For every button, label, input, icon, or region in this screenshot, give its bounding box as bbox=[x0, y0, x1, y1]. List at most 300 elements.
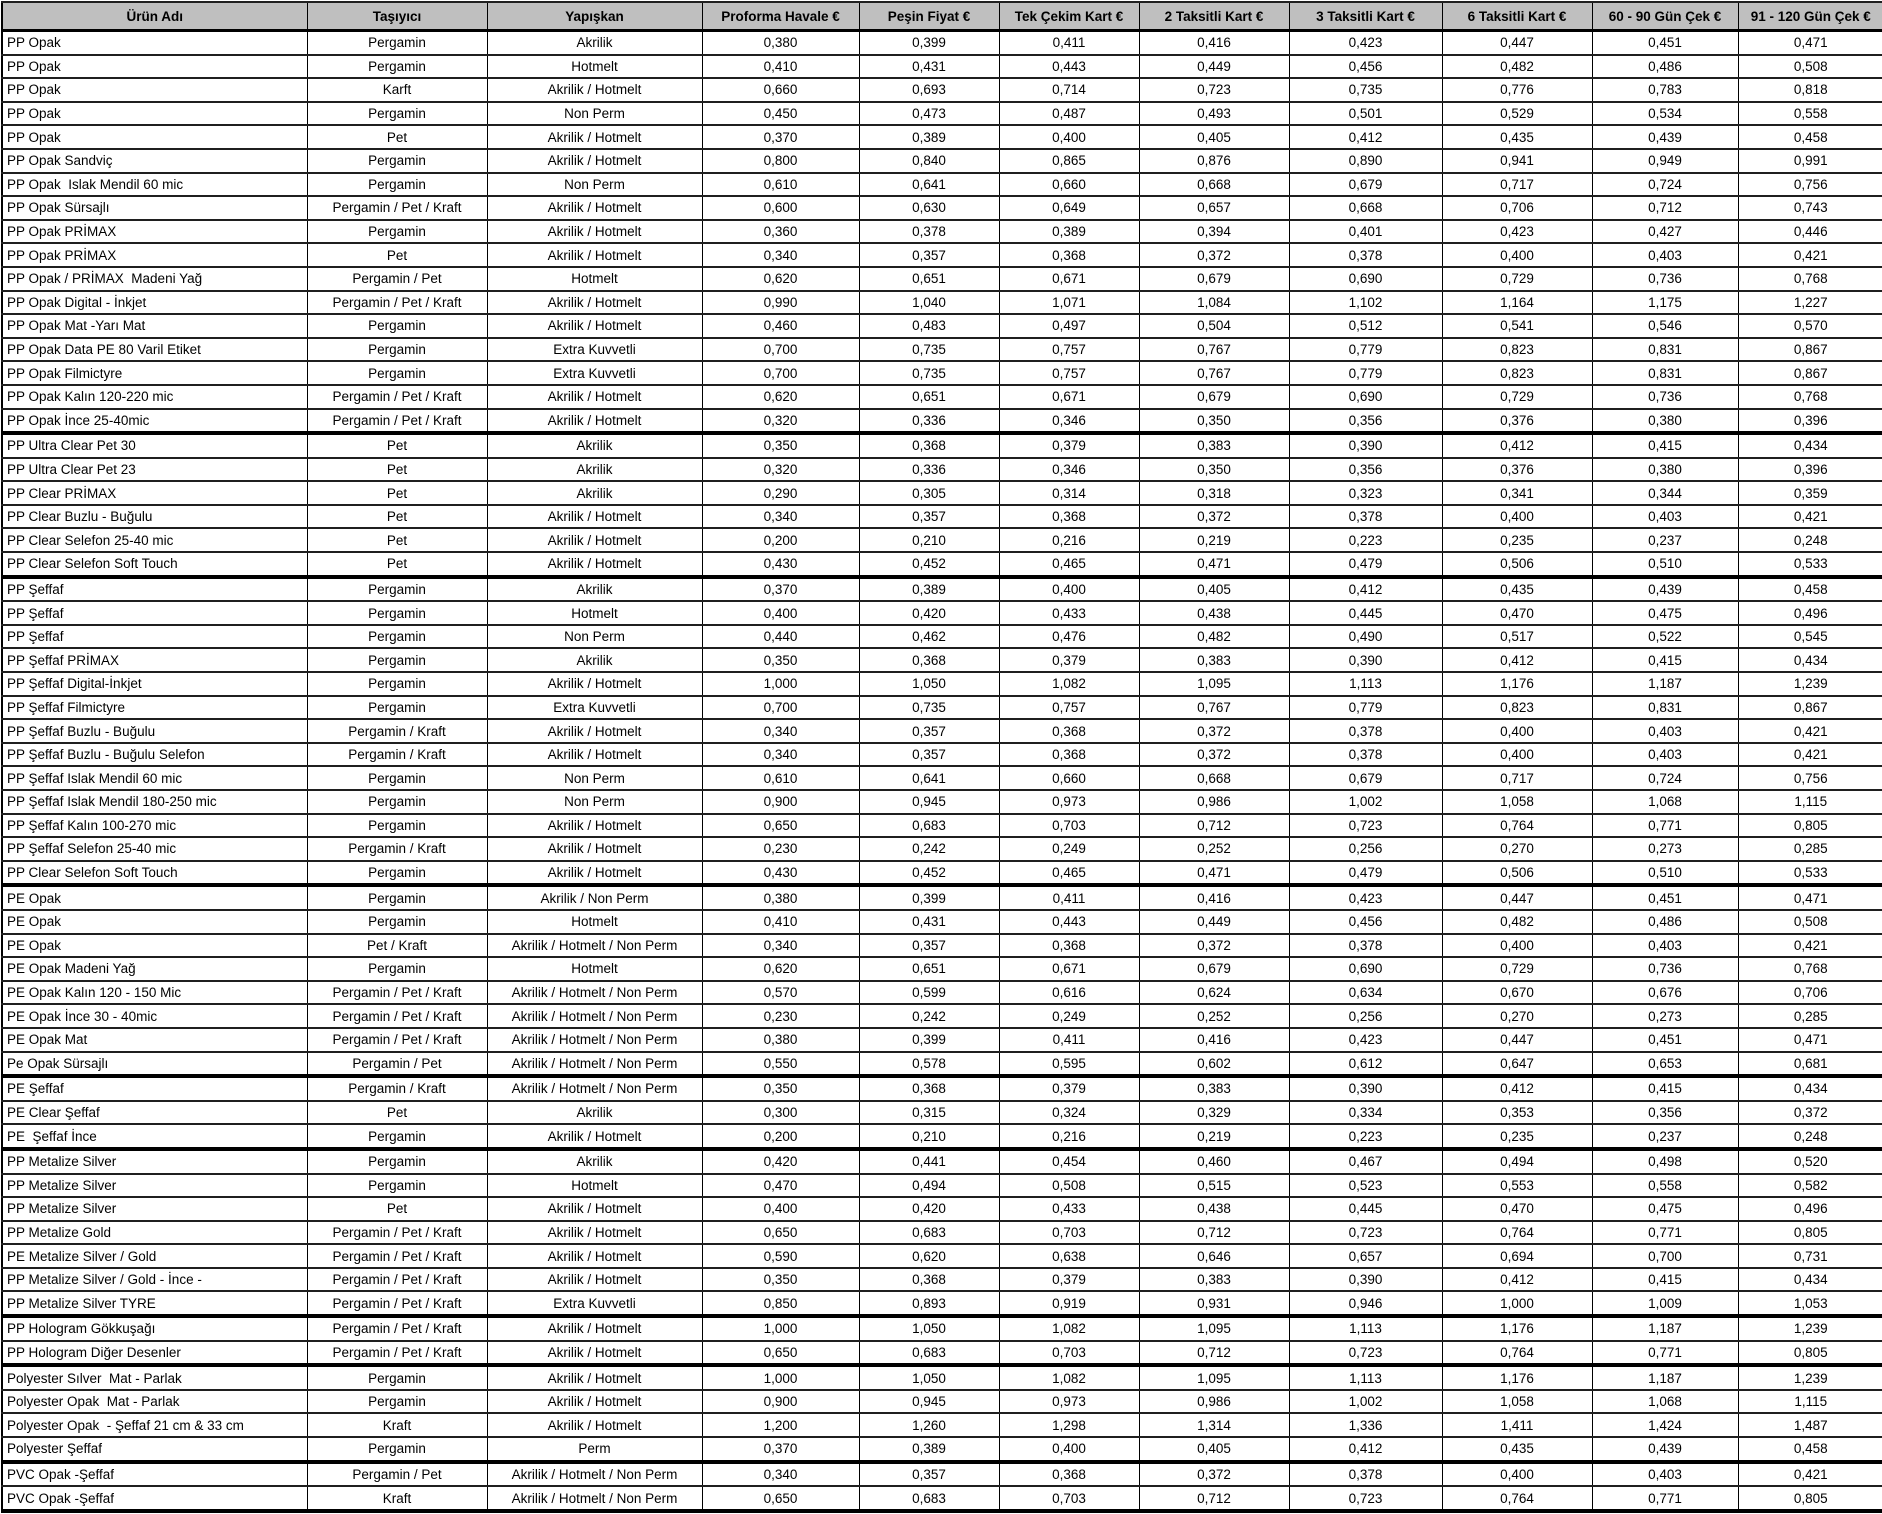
price-cell: 0,270 bbox=[1442, 1004, 1592, 1028]
price-cell: 0,350 bbox=[1139, 409, 1289, 434]
adhesive-cell: Akrilik / Hotmelt / Non Perm bbox=[487, 1028, 702, 1052]
product-name-cell: Polyester Şeffaf bbox=[2, 1437, 307, 1462]
price-cell: 0,416 bbox=[1139, 885, 1289, 910]
product-name-cell: PP Opak bbox=[2, 78, 307, 102]
table-row bbox=[2, 314, 1882, 338]
price-cell: 0,712 bbox=[1139, 1486, 1289, 1511]
price-cell: 0,420 bbox=[859, 1197, 999, 1221]
price-cell: 0,318 bbox=[1139, 481, 1289, 505]
price-cell: 0,471 bbox=[1139, 552, 1289, 577]
table-row bbox=[2, 1124, 1882, 1149]
carrier-cell: Pergamin bbox=[307, 173, 487, 197]
price-cell: 0,412 bbox=[1289, 577, 1442, 602]
product-name-cell: PP Clear Selefon Soft Touch bbox=[2, 861, 307, 886]
price-cell: 0,657 bbox=[1139, 196, 1289, 220]
price-cell: 0,764 bbox=[1442, 1486, 1592, 1511]
table-row bbox=[2, 409, 1882, 434]
price-cell: 0,305 bbox=[859, 481, 999, 505]
price-cell: 0,383 bbox=[1139, 433, 1289, 458]
price-cell: 0,945 bbox=[859, 1390, 999, 1414]
price-cell: 0,350 bbox=[702, 648, 859, 672]
price-cell: 0,735 bbox=[1289, 78, 1442, 102]
price-cell: 0,359 bbox=[1738, 481, 1882, 505]
table-row bbox=[2, 291, 1882, 315]
price-cell: 0,443 bbox=[999, 55, 1139, 79]
price-cell: 0,248 bbox=[1738, 1124, 1882, 1149]
price-cell: 1,176 bbox=[1442, 672, 1592, 696]
price-cell: 0,379 bbox=[999, 433, 1139, 458]
product-name-cell: PE Şeffaf bbox=[2, 1076, 307, 1101]
price-cell: 0,390 bbox=[1289, 648, 1442, 672]
adhesive-cell: Hotmelt bbox=[487, 957, 702, 981]
price-cell: 0,600 bbox=[702, 196, 859, 220]
price-cell: 0,729 bbox=[1442, 957, 1592, 981]
price-cell: 0,378 bbox=[1289, 743, 1442, 767]
product-name-cell: PP Metalize Silver bbox=[2, 1197, 307, 1221]
price-cell: 0,368 bbox=[859, 648, 999, 672]
price-cell: 0,410 bbox=[702, 55, 859, 79]
price-cell: 0,700 bbox=[702, 696, 859, 720]
price-cell: 0,403 bbox=[1592, 719, 1738, 743]
price-cell: 0,504 bbox=[1139, 314, 1289, 338]
price-cell: 1,164 bbox=[1442, 291, 1592, 315]
carrier-cell: Pergamin bbox=[307, 885, 487, 910]
adhesive-cell: Akrilik / Hotmelt bbox=[487, 505, 702, 529]
price-cell: 0,378 bbox=[1289, 1462, 1442, 1487]
carrier-cell: Pergamin bbox=[307, 1390, 487, 1414]
price-cell: 0,400 bbox=[1442, 505, 1592, 529]
price-cell: 0,482 bbox=[1442, 910, 1592, 934]
price-cell: 0,486 bbox=[1592, 55, 1738, 79]
price-cell: 0,610 bbox=[702, 766, 859, 790]
price-cell: 0,865 bbox=[999, 149, 1139, 173]
price-cell: 0,357 bbox=[859, 1462, 999, 1487]
adhesive-cell: Akrilik / Non Perm bbox=[487, 885, 702, 910]
product-name-cell: PP Şeffaf Islak Mendil 180-250 mic bbox=[2, 790, 307, 814]
price-cell: 0,396 bbox=[1738, 458, 1882, 482]
price-cell: 0,651 bbox=[859, 957, 999, 981]
price-cell: 0,690 bbox=[1289, 267, 1442, 291]
table-row bbox=[2, 361, 1882, 385]
price-cell: 0,558 bbox=[1592, 1174, 1738, 1198]
price-cell: 0,679 bbox=[1139, 957, 1289, 981]
adhesive-cell: Non Perm bbox=[487, 102, 702, 126]
price-cell: 1,113 bbox=[1289, 1365, 1442, 1390]
carrier-cell: Pergamin / Pet / Kraft bbox=[307, 409, 487, 434]
product-name-cell: PP Opak / PRİMAX Madeni Yağ bbox=[2, 267, 307, 291]
price-cell: 0,729 bbox=[1442, 267, 1592, 291]
adhesive-cell: Akrilik / Hotmelt / Non Perm bbox=[487, 934, 702, 958]
price-cell: 0,356 bbox=[1289, 458, 1442, 482]
price-cell: 0,823 bbox=[1442, 338, 1592, 362]
product-name-cell: PP Opak PRİMAX bbox=[2, 243, 307, 267]
price-table bbox=[1, 1, 1882, 1513]
price-cell: 0,771 bbox=[1592, 1341, 1738, 1366]
carrier-cell: Pergamin bbox=[307, 149, 487, 173]
price-cell: 0,475 bbox=[1592, 601, 1738, 625]
price-cell: 0,336 bbox=[859, 409, 999, 434]
price-cell: 0,235 bbox=[1442, 528, 1592, 552]
price-cell: 0,383 bbox=[1139, 1076, 1289, 1101]
table-row bbox=[2, 1341, 1882, 1366]
product-name-cell: PP Opak Islak Mendil 60 mic bbox=[2, 173, 307, 197]
price-cell: 0,420 bbox=[859, 601, 999, 625]
price-cell: 1,176 bbox=[1442, 1365, 1592, 1390]
table-row bbox=[2, 766, 1882, 790]
price-cell: 0,415 bbox=[1592, 433, 1738, 458]
price-cell: 0,533 bbox=[1738, 861, 1882, 886]
carrier-cell: Pergamin bbox=[307, 31, 487, 55]
price-cell: 0,400 bbox=[999, 1437, 1139, 1462]
price-cell: 0,434 bbox=[1738, 1076, 1882, 1101]
price-cell: 0,867 bbox=[1738, 361, 1882, 385]
price-cell: 0,440 bbox=[702, 625, 859, 649]
adhesive-cell: Akrilik / Hotmelt bbox=[487, 552, 702, 577]
price-cell: 0,200 bbox=[702, 1124, 859, 1149]
price-cell: 1,239 bbox=[1738, 1316, 1882, 1341]
carrier-cell: Pergamin bbox=[307, 220, 487, 244]
price-cell: 0,290 bbox=[702, 481, 859, 505]
price-cell: 0,378 bbox=[1289, 719, 1442, 743]
price-cell: 1,336 bbox=[1289, 1413, 1442, 1437]
product-name-cell: Polyester Sılver Mat - Parlak bbox=[2, 1365, 307, 1390]
price-cell: 0,620 bbox=[859, 1244, 999, 1268]
price-cell: 0,624 bbox=[1139, 981, 1289, 1005]
price-cell: 0,252 bbox=[1139, 837, 1289, 861]
price-cell: 0,445 bbox=[1289, 1197, 1442, 1221]
price-cell: 0,723 bbox=[1139, 78, 1289, 102]
price-cell: 0,378 bbox=[859, 220, 999, 244]
price-cell: 0,400 bbox=[1442, 934, 1592, 958]
table-row bbox=[2, 1390, 1882, 1414]
price-cell: 0,237 bbox=[1592, 1124, 1738, 1149]
price-cell: 0,223 bbox=[1289, 1124, 1442, 1149]
price-cell: 0,340 bbox=[702, 1462, 859, 1487]
price-cell: 0,200 bbox=[702, 528, 859, 552]
price-cell: 0,449 bbox=[1139, 55, 1289, 79]
adhesive-cell: Non Perm bbox=[487, 790, 702, 814]
price-cell: 0,421 bbox=[1738, 743, 1882, 767]
price-cell: 1,187 bbox=[1592, 672, 1738, 696]
carrier-cell: Pergamin / Kraft bbox=[307, 1076, 487, 1101]
price-cell: 0,620 bbox=[702, 267, 859, 291]
product-name-cell: PP Opak bbox=[2, 102, 307, 126]
carrier-cell: Pergamin bbox=[307, 102, 487, 126]
column-header: Yapışkan bbox=[487, 2, 702, 31]
adhesive-cell: Hotmelt bbox=[487, 910, 702, 934]
carrier-cell: Pet bbox=[307, 552, 487, 577]
price-cell: 0,805 bbox=[1738, 1221, 1882, 1245]
price-cell: 0,641 bbox=[859, 173, 999, 197]
price-cell: 0,986 bbox=[1139, 790, 1289, 814]
price-cell: 0,651 bbox=[859, 267, 999, 291]
price-cell: 0,389 bbox=[859, 577, 999, 602]
adhesive-cell: Akrilik / Hotmelt bbox=[487, 1197, 702, 1221]
price-cell: 0,372 bbox=[1139, 934, 1289, 958]
price-cell: 0,400 bbox=[999, 125, 1139, 149]
price-cell: 0,717 bbox=[1442, 173, 1592, 197]
product-name-cell: PE Opak Madeni Yağ bbox=[2, 957, 307, 981]
price-cell: 0,736 bbox=[1592, 957, 1738, 981]
product-name-cell: PE Opak bbox=[2, 885, 307, 910]
price-cell: 0,476 bbox=[999, 625, 1139, 649]
price-cell: 0,412 bbox=[1442, 433, 1592, 458]
price-cell: 1,084 bbox=[1139, 291, 1289, 315]
price-cell: 0,471 bbox=[1139, 861, 1289, 886]
price-cell: 0,248 bbox=[1738, 528, 1882, 552]
adhesive-cell: Akrilik / Hotmelt bbox=[487, 125, 702, 149]
price-cell: 0,380 bbox=[1592, 458, 1738, 482]
adhesive-cell: Akrilik / Hotmelt bbox=[487, 314, 702, 338]
price-cell: 0,900 bbox=[702, 1390, 859, 1414]
carrier-cell: Pergamin / Pet / Kraft bbox=[307, 1291, 487, 1316]
product-name-cell: PP Opak İnce 25-40mic bbox=[2, 409, 307, 434]
price-cell: 0,671 bbox=[999, 385, 1139, 409]
price-cell: 1,260 bbox=[859, 1413, 999, 1437]
price-cell: 0,439 bbox=[1592, 125, 1738, 149]
price-cell: 0,650 bbox=[702, 1341, 859, 1366]
price-cell: 0,679 bbox=[1139, 385, 1289, 409]
price-cell: 0,452 bbox=[859, 552, 999, 577]
product-name-cell: PP Opak bbox=[2, 125, 307, 149]
price-cell: 0,650 bbox=[702, 1486, 859, 1511]
price-cell: 0,405 bbox=[1139, 1437, 1289, 1462]
price-cell: 1,487 bbox=[1738, 1413, 1882, 1437]
carrier-cell: Pergamin bbox=[307, 338, 487, 362]
price-cell: 0,805 bbox=[1738, 814, 1882, 838]
price-cell: 0,438 bbox=[1139, 601, 1289, 625]
price-cell: 0,724 bbox=[1592, 173, 1738, 197]
price-cell: 0,620 bbox=[702, 957, 859, 981]
price-cell: 0,340 bbox=[702, 243, 859, 267]
carrier-cell: Pergamin bbox=[307, 1365, 487, 1390]
table-row bbox=[2, 743, 1882, 767]
price-cell: 0,831 bbox=[1592, 338, 1738, 362]
price-cell: 0,767 bbox=[1139, 361, 1289, 385]
price-cell: 0,210 bbox=[859, 528, 999, 552]
product-name-cell: PP Opak bbox=[2, 31, 307, 55]
adhesive-cell: Akrilik / Hotmelt bbox=[487, 743, 702, 767]
price-cell: 1,058 bbox=[1442, 790, 1592, 814]
price-cell: 0,300 bbox=[702, 1101, 859, 1125]
price-cell: 0,783 bbox=[1592, 78, 1738, 102]
carrier-cell: Pergamin / Pet / Kraft bbox=[307, 196, 487, 220]
price-cell: 0,756 bbox=[1738, 766, 1882, 790]
price-cell: 0,372 bbox=[1139, 243, 1289, 267]
price-cell: 0,650 bbox=[702, 1221, 859, 1245]
carrier-cell: Pergamin bbox=[307, 648, 487, 672]
price-cell: 0,403 bbox=[1592, 505, 1738, 529]
adhesive-cell: Non Perm bbox=[487, 766, 702, 790]
price-cell: 0,546 bbox=[1592, 314, 1738, 338]
price-cell: 0,433 bbox=[999, 1197, 1139, 1221]
price-cell: 0,657 bbox=[1289, 1244, 1442, 1268]
price-cell: 0,570 bbox=[702, 981, 859, 1005]
price-cell: 0,446 bbox=[1738, 220, 1882, 244]
adhesive-cell: Extra Kuvvetli bbox=[487, 696, 702, 720]
price-cell: 0,620 bbox=[702, 385, 859, 409]
price-cell: 1,227 bbox=[1738, 291, 1882, 315]
carrier-cell: Kraft bbox=[307, 1413, 487, 1437]
price-cell: 0,919 bbox=[999, 1291, 1139, 1316]
carrier-cell: Pergamin / Kraft bbox=[307, 837, 487, 861]
price-cell: 0,412 bbox=[1442, 1076, 1592, 1101]
price-cell: 0,357 bbox=[859, 934, 999, 958]
price-cell: 0,273 bbox=[1592, 837, 1738, 861]
price-cell: 0,506 bbox=[1442, 861, 1592, 886]
price-cell: 0,756 bbox=[1738, 173, 1882, 197]
price-cell: 0,410 bbox=[702, 910, 859, 934]
price-cell: 0,764 bbox=[1442, 1341, 1592, 1366]
table-row bbox=[2, 1076, 1882, 1101]
table-row bbox=[2, 458, 1882, 482]
price-cell: 0,383 bbox=[1139, 1268, 1289, 1292]
product-name-cell: PP Clear PRİMAX bbox=[2, 481, 307, 505]
price-cell: 0,230 bbox=[702, 1004, 859, 1028]
adhesive-cell: Akrilik / Hotmelt / Non Perm bbox=[487, 981, 702, 1005]
product-name-cell: PP Metalize Silver TYRE bbox=[2, 1291, 307, 1316]
price-cell: 0,616 bbox=[999, 981, 1139, 1005]
adhesive-cell: Akrilik bbox=[487, 31, 702, 55]
price-cell: 0,634 bbox=[1289, 981, 1442, 1005]
price-cell: 0,372 bbox=[1139, 505, 1289, 529]
price-cell: 1,000 bbox=[1442, 1291, 1592, 1316]
product-name-cell: PP Metalize Silver / Gold - İnce - bbox=[2, 1268, 307, 1292]
price-cell: 0,370 bbox=[702, 125, 859, 149]
price-cell: 0,323 bbox=[1289, 481, 1442, 505]
price-cell: 0,368 bbox=[999, 1462, 1139, 1487]
table-row bbox=[2, 696, 1882, 720]
price-cell: 0,612 bbox=[1289, 1052, 1442, 1077]
price-cell: 0,379 bbox=[999, 1268, 1139, 1292]
price-cell: 0,690 bbox=[1289, 957, 1442, 981]
column-header: 3 Taksitli Kart € bbox=[1289, 2, 1442, 31]
price-cell: 0,717 bbox=[1442, 766, 1592, 790]
price-cell: 0,533 bbox=[1738, 552, 1882, 577]
price-cell: 0,344 bbox=[1592, 481, 1738, 505]
price-cell: 0,723 bbox=[1289, 814, 1442, 838]
adhesive-cell: Akrilik / Hotmelt bbox=[487, 1316, 702, 1341]
price-cell: 0,508 bbox=[1738, 910, 1882, 934]
adhesive-cell: Akrilik bbox=[487, 577, 702, 602]
carrier-cell: Pergamin / Pet / Kraft bbox=[307, 1028, 487, 1052]
product-name-cell: Polyester Opak Mat - Parlak bbox=[2, 1390, 307, 1414]
price-cell: 0,515 bbox=[1139, 1174, 1289, 1198]
price-cell: 1,411 bbox=[1442, 1413, 1592, 1437]
price-cell: 0,445 bbox=[1289, 601, 1442, 625]
price-cell: 0,541 bbox=[1442, 314, 1592, 338]
price-cell: 0,931 bbox=[1139, 1291, 1289, 1316]
price-cell: 0,219 bbox=[1139, 528, 1289, 552]
price-cell: 0,840 bbox=[859, 149, 999, 173]
product-name-cell: PP Ultra Clear Pet 30 bbox=[2, 433, 307, 458]
price-cell: 1,115 bbox=[1738, 790, 1882, 814]
price-cell: 0,380 bbox=[1592, 409, 1738, 434]
price-cell: 0,471 bbox=[1738, 1028, 1882, 1052]
price-cell: 0,400 bbox=[702, 601, 859, 625]
price-cell: 0,350 bbox=[1139, 458, 1289, 482]
price-cell: 1,058 bbox=[1442, 1390, 1592, 1414]
price-cell: 0,771 bbox=[1592, 1221, 1738, 1245]
adhesive-cell: Akrilik / Hotmelt bbox=[487, 1365, 702, 1390]
price-cell: 0,496 bbox=[1738, 601, 1882, 625]
price-cell: 0,368 bbox=[999, 505, 1139, 529]
price-cell: 0,506 bbox=[1442, 552, 1592, 577]
table-row bbox=[2, 790, 1882, 814]
table-row bbox=[2, 125, 1882, 149]
price-cell: 0,320 bbox=[702, 458, 859, 482]
table-row bbox=[2, 385, 1882, 409]
price-cell: 1,009 bbox=[1592, 1291, 1738, 1316]
price-cell: 0,482 bbox=[1442, 55, 1592, 79]
carrier-cell: Pergamin bbox=[307, 55, 487, 79]
price-cell: 0,647 bbox=[1442, 1052, 1592, 1077]
price-cell: 0,399 bbox=[859, 31, 999, 55]
product-name-cell: Polyester Opak - Şeffaf 21 cm & 33 cm bbox=[2, 1413, 307, 1437]
carrier-cell: Pet bbox=[307, 1101, 487, 1125]
table-row bbox=[2, 1291, 1882, 1316]
price-cell: 0,431 bbox=[859, 55, 999, 79]
price-cell: 0,216 bbox=[999, 528, 1139, 552]
price-cell: 0,223 bbox=[1289, 528, 1442, 552]
carrier-cell: Pergamin bbox=[307, 696, 487, 720]
price-cell: 0,683 bbox=[859, 1341, 999, 1366]
product-name-cell: PP Metalize Silver bbox=[2, 1149, 307, 1174]
column-header: Ürün Adı bbox=[2, 2, 307, 31]
price-cell: 0,340 bbox=[702, 719, 859, 743]
price-cell: 0,493 bbox=[1139, 102, 1289, 126]
price-cell: 0,378 bbox=[1289, 243, 1442, 267]
price-cell: 0,712 bbox=[1139, 1221, 1289, 1245]
price-cell: 0,494 bbox=[859, 1174, 999, 1198]
price-cell: 0,676 bbox=[1592, 981, 1738, 1005]
carrier-cell: Pet bbox=[307, 458, 487, 482]
carrier-cell: Pergamin / Pet / Kraft bbox=[307, 1316, 487, 1341]
price-cell: 0,380 bbox=[702, 885, 859, 910]
carrier-cell: Pet bbox=[307, 481, 487, 505]
price-cell: 0,735 bbox=[859, 696, 999, 720]
price-cell: 0,523 bbox=[1289, 1174, 1442, 1198]
price-cell: 0,242 bbox=[859, 1004, 999, 1028]
product-name-cell: PE Opak bbox=[2, 910, 307, 934]
adhesive-cell: Akrilik / Hotmelt / Non Perm bbox=[487, 1004, 702, 1028]
price-cell: 0,736 bbox=[1592, 385, 1738, 409]
price-cell: 0,494 bbox=[1442, 1149, 1592, 1174]
price-cell: 0,649 bbox=[999, 196, 1139, 220]
price-cell: 0,497 bbox=[999, 314, 1139, 338]
price-cell: 0,412 bbox=[1442, 1268, 1592, 1292]
price-cell: 0,706 bbox=[1738, 981, 1882, 1005]
price-cell: 0,867 bbox=[1738, 338, 1882, 362]
price-cell: 0,390 bbox=[1289, 1268, 1442, 1292]
price-cell: 0,416 bbox=[1139, 31, 1289, 55]
price-cell: 1,068 bbox=[1592, 790, 1738, 814]
adhesive-cell: Akrilik bbox=[487, 481, 702, 505]
price-cell: 0,771 bbox=[1592, 814, 1738, 838]
price-cell: 1,050 bbox=[859, 672, 999, 696]
product-name-cell: PP Clear Buzlu - Buğulu bbox=[2, 505, 307, 529]
carrier-cell: Pergamin / Pet / Kraft bbox=[307, 385, 487, 409]
product-name-cell: PP Şeffaf Kalın 100-270 mic bbox=[2, 814, 307, 838]
adhesive-cell: Akrilik / Hotmelt / Non Perm bbox=[487, 1052, 702, 1077]
price-cell: 0,350 bbox=[702, 433, 859, 458]
adhesive-cell: Extra Kuvvetli bbox=[487, 361, 702, 385]
price-cell: 0,210 bbox=[859, 1124, 999, 1149]
adhesive-cell: Hotmelt bbox=[487, 267, 702, 291]
price-cell: 1,175 bbox=[1592, 291, 1738, 315]
product-name-cell: PP Şeffaf Islak Mendil 60 mic bbox=[2, 766, 307, 790]
price-cell: 0,431 bbox=[859, 910, 999, 934]
